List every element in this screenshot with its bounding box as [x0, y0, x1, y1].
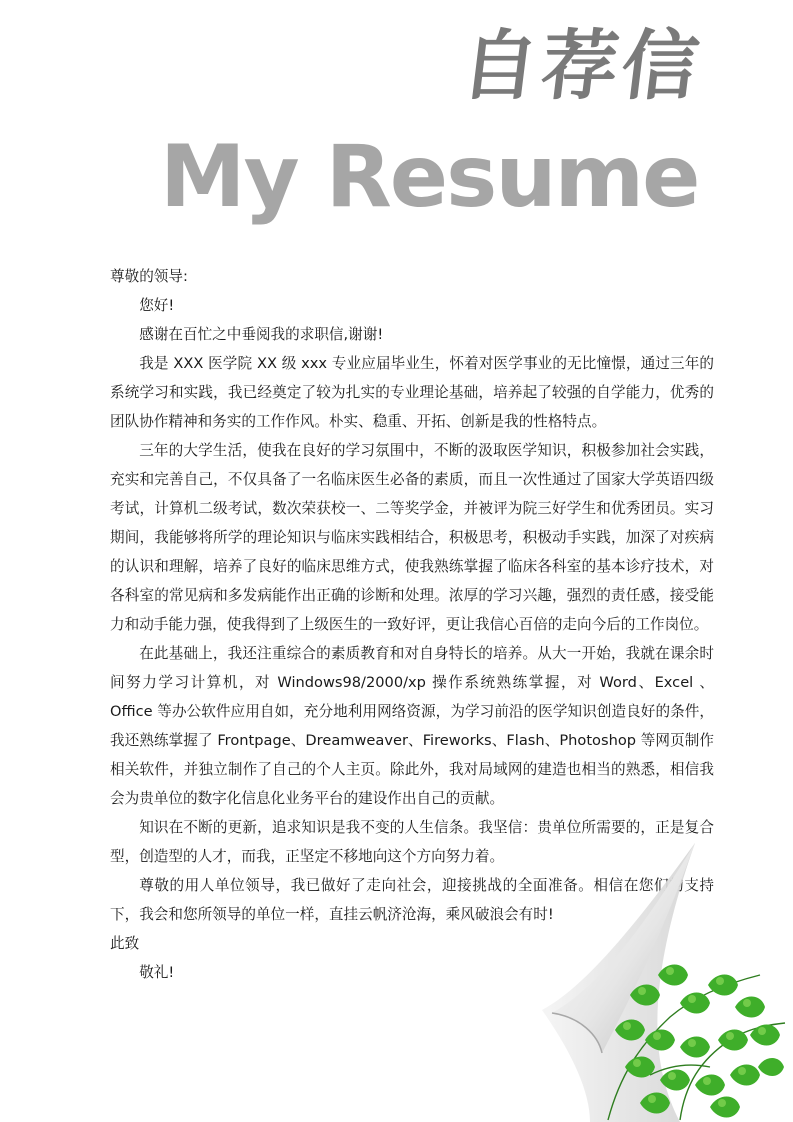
leaf	[680, 993, 710, 1014]
leaf	[680, 1037, 710, 1058]
leaf	[735, 997, 765, 1018]
letter-closing: 此致	[110, 935, 140, 952]
letter-thanks: 感谢在百忙之中垂阅我的求职信,谢谢!	[139, 326, 384, 343]
leaf	[710, 1097, 740, 1118]
leaf	[730, 1065, 760, 1086]
letter-greeting: 尊敬的领导:	[110, 268, 188, 285]
leaf	[708, 975, 738, 996]
letter-paragraph: 知识在不断的更新，追求知识是我不变的人生信条。我坚信：贵单位所需要的，正是复合型，创造型的人才，而我，正坚定不移地向这个方向努力着。	[110, 819, 714, 865]
letter-paragraph: 我是 XXX 医学院 XX 级 xxx 专业应届毕业生，怀着对医学事业的无比憧憬，通过三年的系统学习和实践，我已经奠定了较为扎实的专业理论基础，培养起了较强的自学能力，优秀的团队协作精神和务实的工作作风。朴实、稳重、开拓、创新是我的性格特点。	[110, 355, 714, 430]
letter-paragraph: 三年的大学生活，使我在良好的学习氛围中，不断的汲取医学知识，积极参加社会实践，充实和完善自己，不仅具备了一名临床医生必备的素质，而且一次性通过了国家大学英语四级考试，计算机二级考试，数次荣获校一、二等奖学金，并被评为院三好学生和优秀团员。实习期间，我能够将所学的理论知识与临床实践相结合，积极思考，积极动手实践，加深了对疾病的认识和理解，培养了良好的临床思维方式，使我熟练掌握了临床各科室的基本诊疗技术，对各科室的常见病和多发病能作出正确的诊断和处理。浓厚的学习兴趣，强烈的责任感，接受能力和动手能力强，使我得到了上级医生的一致好评，更让我信心百倍的走向今后的工作岗位。	[110, 442, 714, 633]
letter-paragraph: 在此基础上，我还注重综合的素质教育和对自身特长的培养。从大一开始，我就在课余时间努力学习计算机，对 Windows98/2000/xp 操作系统熟练掌握，对 Word、Excel 、Office 等办公软件应用自如，充分地利用网络资源，为学习前沿的医学知识创造良好的条件，我还熟练掌握了 Frontpage、Dreamweaver、Fireworks、Flash、Photoshop 等网页制作相关软件，并独立制作了自己的个人主页。除此外，我对局域网的建造也相当的熟悉，相信我会为贵单位的数字化信息化业务平台的建设作出自己的贡献。	[110, 645, 714, 807]
leaf	[658, 965, 688, 986]
letter-salutation: 敬礼!	[139, 964, 175, 981]
page-curl-leaves-icon	[530, 835, 793, 1122]
leaf	[750, 1025, 780, 1046]
letter-paragraph: 尊敬的用人单位领导，我已做好了走向社会，迎接挑战的全面准备。相信在您们的支持下，我会和您所领导的单位一样，直挂云帆济沧海，乘风破浪会有时!	[110, 877, 714, 923]
leaf	[758, 1058, 784, 1076]
letter-hello: 您好!	[139, 297, 175, 314]
cn-title-calligraphy: 自荐信	[456, 21, 708, 110]
my-resume-heading: My Resume	[160, 127, 699, 227]
leaf	[695, 1075, 725, 1096]
